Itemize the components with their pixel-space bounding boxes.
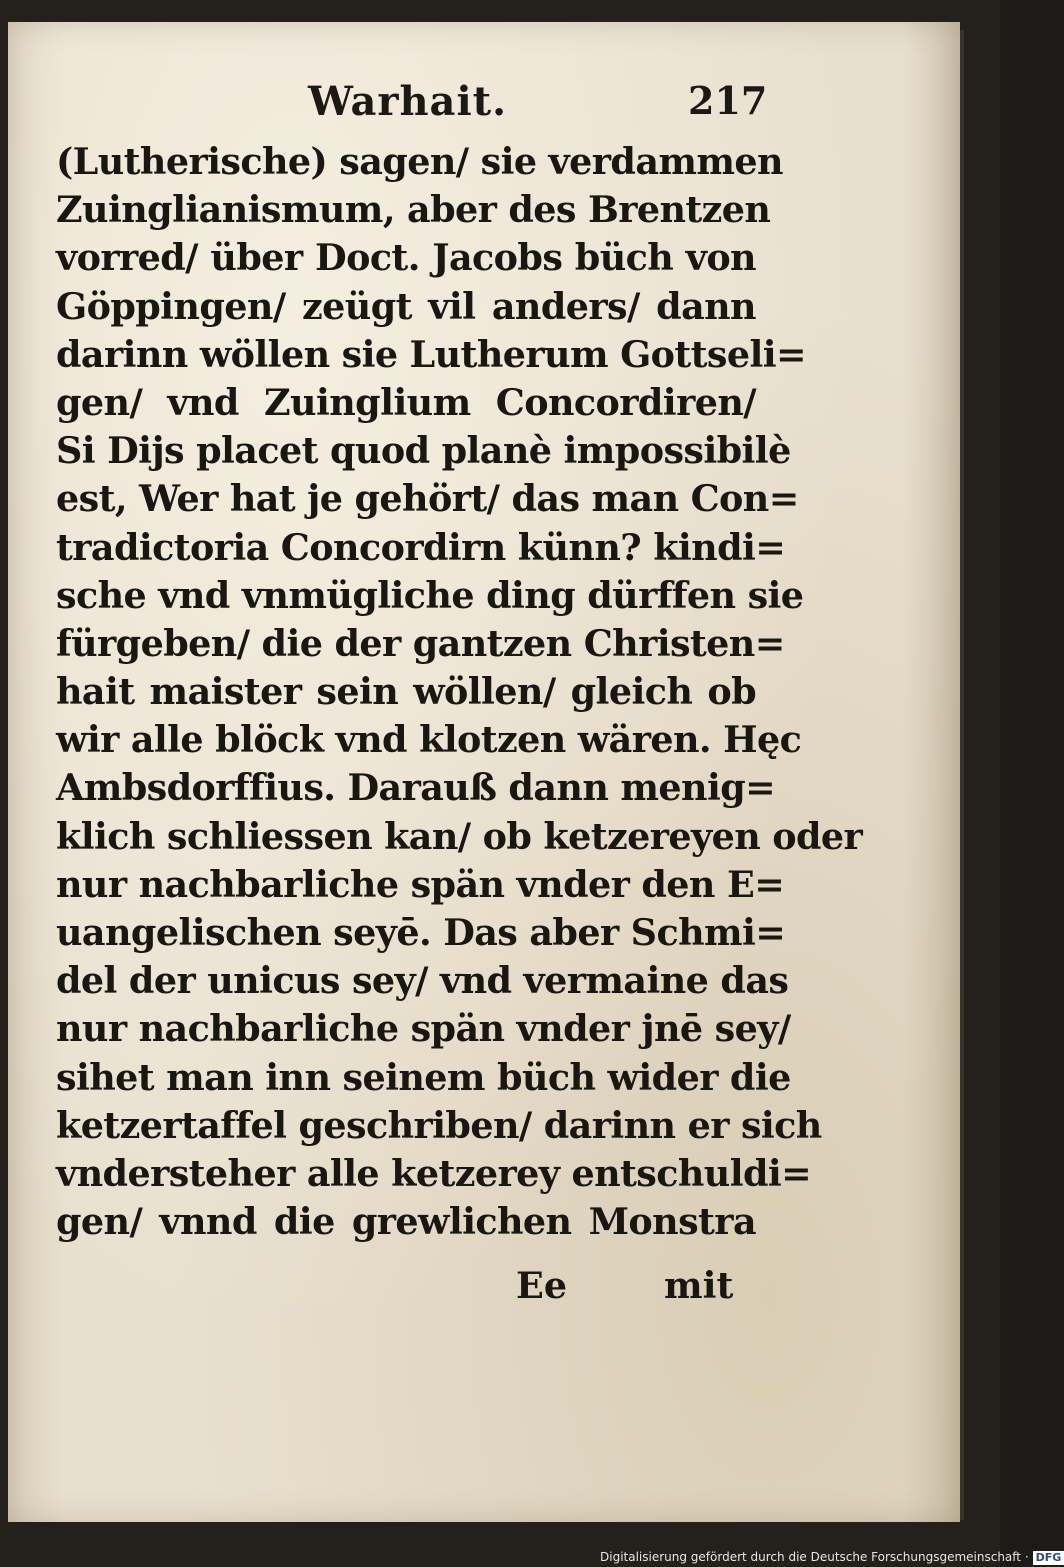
text-line: sihet man inn seinem büch wider die — [56, 1055, 791, 1099]
text-line: nur nachbarliche spän vnder jnē sey/ — [56, 1007, 791, 1051]
text-line: Si Dijs placet quod planè impossibilè — [56, 429, 791, 473]
text-line: del der unicus sey/ vnd vermaine das — [56, 959, 789, 1003]
text-line: Zuinglianismum, aber des Brentzen — [56, 188, 771, 232]
running-head — [0, 78, 1000, 138]
running-head-title: Warhait. — [308, 78, 508, 125]
text-line: darinn wöllen sie Lutherum Gottseli= — [56, 332, 806, 376]
page-edge — [960, 30, 964, 1520]
funding-credit-text: Digitalisierung gefördert durch die Deutsche Forschungsgemeinschaft · — [600, 1550, 1029, 1564]
text-line: est, Wer hat je gehört/ das man Con= — [56, 477, 799, 521]
text-line: Ambsdorffius. Darauß dann menig= — [56, 766, 776, 810]
text-line: uangelischen seyē. Das aber Schmi= — [56, 911, 786, 954]
text-line: gen/ vnnd die grewlichen Monstra — [56, 1200, 756, 1244]
body-text — [56, 138, 863, 1246]
catchword: mit — [664, 1264, 734, 1307]
funding-credit — [600, 1548, 1064, 1567]
text-line: fürgeben/ die der gantzen Christen= — [56, 621, 785, 665]
text-line: nur nachbarliche spän vnder den E= — [56, 862, 785, 906]
text-line: gen/ vnd Zuinglium Concordiren/ — [56, 380, 756, 424]
page-number: 217 — [688, 78, 768, 123]
text-line: hait maister sein wöllen/ gleich ob — [56, 670, 756, 714]
signature-mark: Ee — [516, 1264, 568, 1307]
text-line: sche vnd vnmügliche ding dürffen sie — [56, 573, 804, 617]
dfg-logo: DFG — [1033, 1551, 1064, 1565]
text-line: wir alle blöck vnd klotzen wären. Hęc — [56, 718, 802, 762]
text-line: (Lutherische) sagen/ sie verdammen — [56, 140, 783, 183]
text-line: vorred/ über Doct. Jacobs büch von — [56, 236, 756, 280]
text-line: tradictoria Concordirn künn? kindi= — [56, 525, 786, 569]
text-line: Göppingen/ zeügt vil anders/ dann — [56, 284, 756, 328]
text-line: ketzertaffel geschriben/ darinn er sich — [56, 1103, 822, 1147]
text-line: vndersteher alle ketzerey entschuldi= — [56, 1151, 812, 1195]
text-line: klich schliessen kan/ ob ketzereyen oder — [56, 814, 863, 858]
